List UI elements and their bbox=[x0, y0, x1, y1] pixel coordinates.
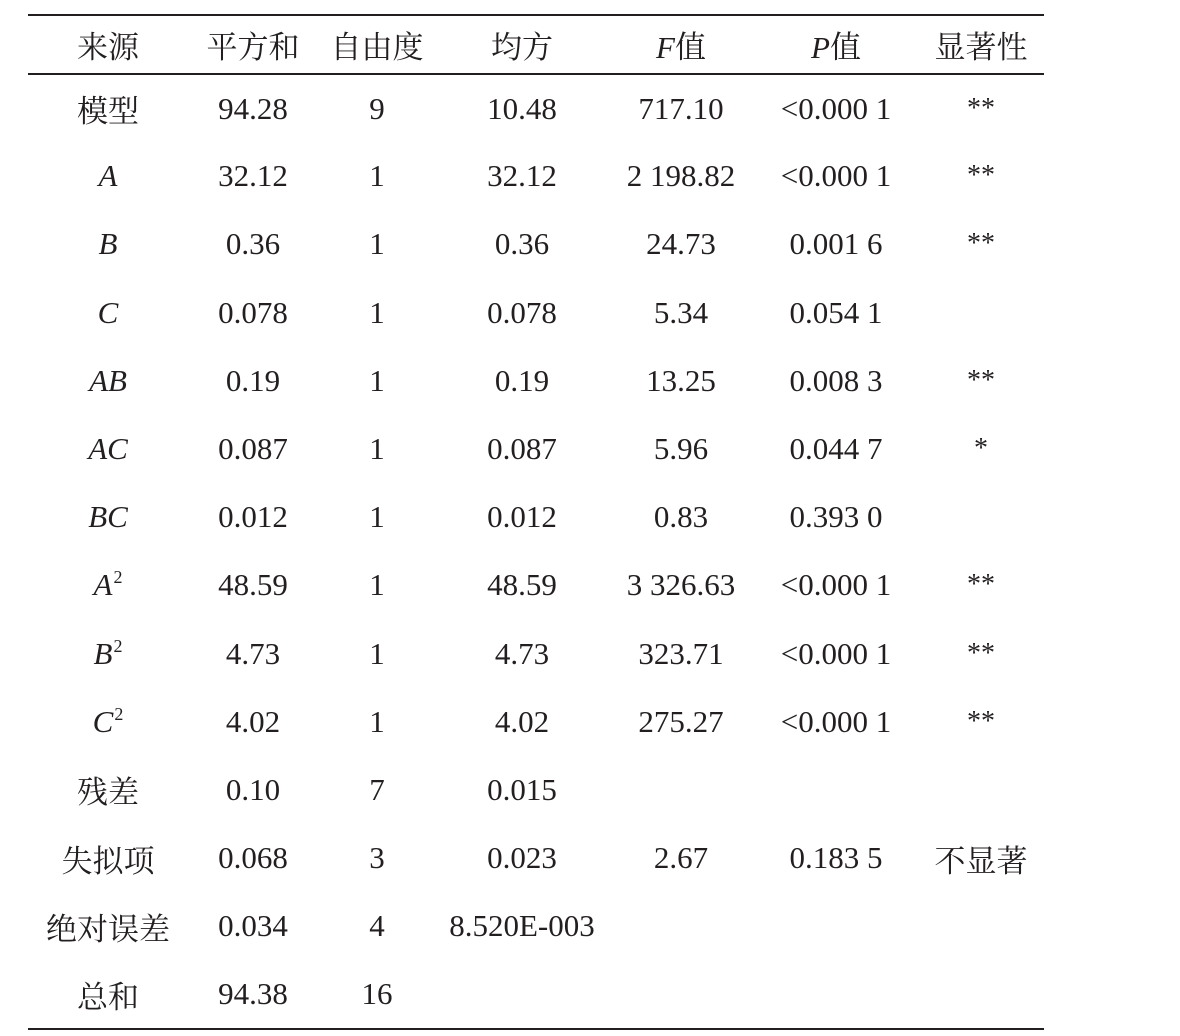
cell-significance bbox=[918, 892, 1044, 960]
cell-p-value: <0.000 1 bbox=[780, 703, 892, 739]
source-exponent: 2 bbox=[113, 567, 123, 588]
table-row bbox=[28, 142, 1044, 210]
cell-source bbox=[28, 756, 188, 824]
cell-p-value: <0.000 1 bbox=[780, 158, 892, 194]
cell-degrees-of-freedom: 1 bbox=[369, 703, 385, 739]
cell-source bbox=[28, 142, 188, 210]
table-header bbox=[28, 15, 1044, 74]
cell-significance: ** bbox=[967, 637, 995, 669]
cell-degrees-of-freedom: 7 bbox=[369, 771, 385, 807]
cell-f-value: 0.83 bbox=[653, 499, 709, 535]
cell-p-value bbox=[754, 756, 918, 824]
cell-degrees-of-freedom: 4 bbox=[369, 908, 385, 944]
cell-sum-of-squares: 4.02 bbox=[225, 703, 281, 739]
cell-f-value: 2.67 bbox=[653, 840, 709, 876]
source-label: B bbox=[93, 635, 113, 671]
table-row bbox=[28, 551, 1044, 619]
cell-p-value: 0.008 3 bbox=[789, 362, 883, 398]
source-label: B bbox=[98, 226, 118, 262]
cell-p-value: 0.393 0 bbox=[789, 499, 883, 535]
table-row bbox=[28, 620, 1044, 688]
source-label: 残差 bbox=[77, 775, 139, 811]
header-p-suffix: 值 bbox=[829, 30, 861, 65]
cell-degrees-of-freedom: 16 bbox=[318, 960, 436, 1028]
cell-significance: ** bbox=[967, 160, 995, 192]
cell-source bbox=[28, 688, 188, 756]
cell-significance: ** bbox=[967, 228, 995, 260]
header-sum-of-squares: 平方和 bbox=[188, 15, 318, 74]
cell-p-value: 0.001 6 bbox=[789, 226, 883, 262]
cell-sum-of-squares: 0.10 bbox=[225, 771, 281, 807]
cell-source bbox=[28, 483, 188, 551]
source-label: C bbox=[92, 703, 114, 739]
table-row bbox=[28, 347, 1044, 415]
cell-degrees-of-freedom: 1 bbox=[369, 499, 385, 535]
cell-significance bbox=[918, 756, 1044, 824]
cell-source bbox=[28, 892, 188, 960]
cell-f-value: 24.73 bbox=[646, 226, 716, 262]
cell-source bbox=[28, 620, 188, 688]
cell-significance: ** bbox=[967, 705, 995, 737]
header-significance: 显著性 bbox=[918, 15, 1044, 74]
cell-f-value: 717.10 bbox=[638, 90, 724, 126]
cell-sum-of-squares: 0.19 bbox=[225, 362, 281, 398]
cell-source bbox=[28, 210, 188, 278]
cell-degrees-of-freedom: 1 bbox=[369, 431, 385, 467]
cell-degrees-of-freedom: 1 bbox=[369, 158, 385, 194]
cell-mean-square bbox=[436, 960, 608, 1028]
cell-p-value: 0.044 7 bbox=[789, 431, 883, 467]
source-exponent: 2 bbox=[113, 635, 123, 656]
cell-sum-of-squares: 0.012 bbox=[218, 499, 288, 535]
header-f-value bbox=[608, 15, 754, 74]
cell-p-value: <0.000 1 bbox=[780, 90, 892, 126]
cell-mean-square: 0.078 bbox=[487, 294, 557, 330]
cell-sum-of-squares: 0.068 bbox=[218, 840, 288, 876]
source-label: C bbox=[97, 294, 119, 330]
source-label: 模型 bbox=[77, 94, 139, 130]
anova-table bbox=[28, 14, 1044, 1030]
source-label: AB bbox=[89, 362, 127, 398]
cell-mean-square: 0.015 bbox=[487, 771, 557, 807]
cell-sum-of-squares: 0.087 bbox=[218, 431, 288, 467]
cell-sum-of-squares: 32.12 bbox=[218, 158, 288, 194]
cell-p-value bbox=[754, 892, 918, 960]
cell-f-value: 5.34 bbox=[653, 294, 709, 330]
cell-f-value: 13.25 bbox=[646, 362, 716, 398]
header-source: 来源 bbox=[28, 15, 188, 74]
cell-f-value: 2 198.82 bbox=[626, 158, 736, 194]
cell-mean-square: 0.012 bbox=[487, 499, 557, 535]
table-row bbox=[28, 279, 1044, 347]
source-label: A bbox=[98, 158, 118, 194]
cell-source bbox=[28, 824, 188, 892]
cell-degrees-of-freedom: 1 bbox=[369, 635, 385, 671]
cell-f-value: 3 326.63 bbox=[626, 567, 736, 603]
cell-source bbox=[28, 415, 188, 483]
cell-significance: * bbox=[974, 433, 988, 465]
header-p-value bbox=[754, 15, 918, 74]
table-row bbox=[28, 415, 1044, 483]
cell-mean-square: 8.520E-003 bbox=[449, 908, 595, 944]
cell-f-value bbox=[608, 892, 754, 960]
header-degrees-of-freedom: 自由度 bbox=[318, 15, 436, 74]
cell-mean-square: 0.087 bbox=[487, 431, 557, 467]
table-row bbox=[28, 756, 1044, 824]
table-row bbox=[28, 960, 1044, 1028]
cell-p-value: 0.054 1 bbox=[789, 294, 883, 330]
cell-degrees-of-freedom: 3 bbox=[369, 840, 385, 876]
cell-sum-of-squares: 94.28 bbox=[218, 90, 288, 126]
header-p-letter: P bbox=[811, 30, 830, 65]
cell-sum-of-squares: 94.38 bbox=[188, 960, 318, 1028]
cell-source bbox=[28, 960, 188, 1028]
cell-significance: ** bbox=[967, 569, 995, 601]
cell-sum-of-squares: 4.73 bbox=[225, 635, 281, 671]
cell-source bbox=[28, 347, 188, 415]
cell-sum-of-squares: 48.59 bbox=[218, 567, 288, 603]
cell-f-value: 5.96 bbox=[653, 431, 709, 467]
table-row bbox=[28, 688, 1044, 756]
cell-significance bbox=[918, 279, 1044, 347]
cell-significance bbox=[918, 960, 1044, 1028]
cell-p-value: 0.183 5 bbox=[789, 840, 883, 876]
source-label: 绝对误差 bbox=[46, 911, 170, 947]
cell-significance bbox=[918, 483, 1044, 551]
cell-source bbox=[28, 551, 188, 619]
cell-f-value bbox=[608, 756, 754, 824]
cell-mean-square: 48.59 bbox=[487, 567, 557, 603]
cell-mean-square: 32.12 bbox=[487, 158, 557, 194]
cell-sum-of-squares: 0.36 bbox=[225, 226, 281, 262]
cell-p-value: <0.000 1 bbox=[780, 635, 892, 671]
source-label: AC bbox=[88, 431, 128, 467]
source-exponent: 2 bbox=[114, 703, 124, 724]
cell-p-value bbox=[754, 960, 918, 1028]
table-row bbox=[28, 483, 1044, 551]
source-label: 失拟项 bbox=[61, 843, 155, 879]
table-row bbox=[28, 74, 1044, 142]
cell-significance: ** bbox=[967, 92, 995, 124]
cell-mean-square: 0.19 bbox=[494, 362, 550, 398]
cell-degrees-of-freedom: 1 bbox=[369, 226, 385, 262]
header-mean-square: 均方 bbox=[436, 15, 608, 74]
source-label: BC bbox=[88, 499, 128, 535]
table-row bbox=[28, 892, 1044, 960]
table-row bbox=[28, 824, 1044, 892]
header-row bbox=[28, 15, 1044, 74]
cell-significance: ** bbox=[967, 364, 995, 396]
cell-degrees-of-freedom: 1 bbox=[369, 362, 385, 398]
cell-degrees-of-freedom: 9 bbox=[369, 90, 385, 126]
header-f-letter: F bbox=[656, 30, 675, 65]
cell-mean-square: 10.48 bbox=[487, 90, 557, 126]
cell-mean-square: 0.023 bbox=[487, 840, 557, 876]
source-label: A bbox=[93, 567, 113, 603]
cell-mean-square: 0.36 bbox=[494, 226, 550, 262]
cell-f-value: 275.27 bbox=[638, 703, 724, 739]
cell-f-value bbox=[608, 960, 754, 1028]
table-row bbox=[28, 210, 1044, 278]
source-label: 总和 bbox=[77, 979, 139, 1015]
cell-degrees-of-freedom: 1 bbox=[369, 567, 385, 603]
cell-mean-square: 4.73 bbox=[494, 635, 550, 671]
cell-f-value: 323.71 bbox=[638, 635, 724, 671]
cell-sum-of-squares: 0.034 bbox=[218, 908, 288, 944]
table-body bbox=[28, 74, 1044, 1029]
header-f-suffix: 值 bbox=[674, 30, 706, 65]
cell-p-value: <0.000 1 bbox=[780, 567, 892, 603]
cell-source bbox=[28, 74, 188, 142]
cell-sum-of-squares: 0.078 bbox=[218, 294, 288, 330]
cell-mean-square: 4.02 bbox=[494, 703, 550, 739]
cell-degrees-of-freedom: 1 bbox=[369, 294, 385, 330]
cell-source bbox=[28, 279, 188, 347]
cell-significance: 不显著 bbox=[934, 843, 1028, 879]
